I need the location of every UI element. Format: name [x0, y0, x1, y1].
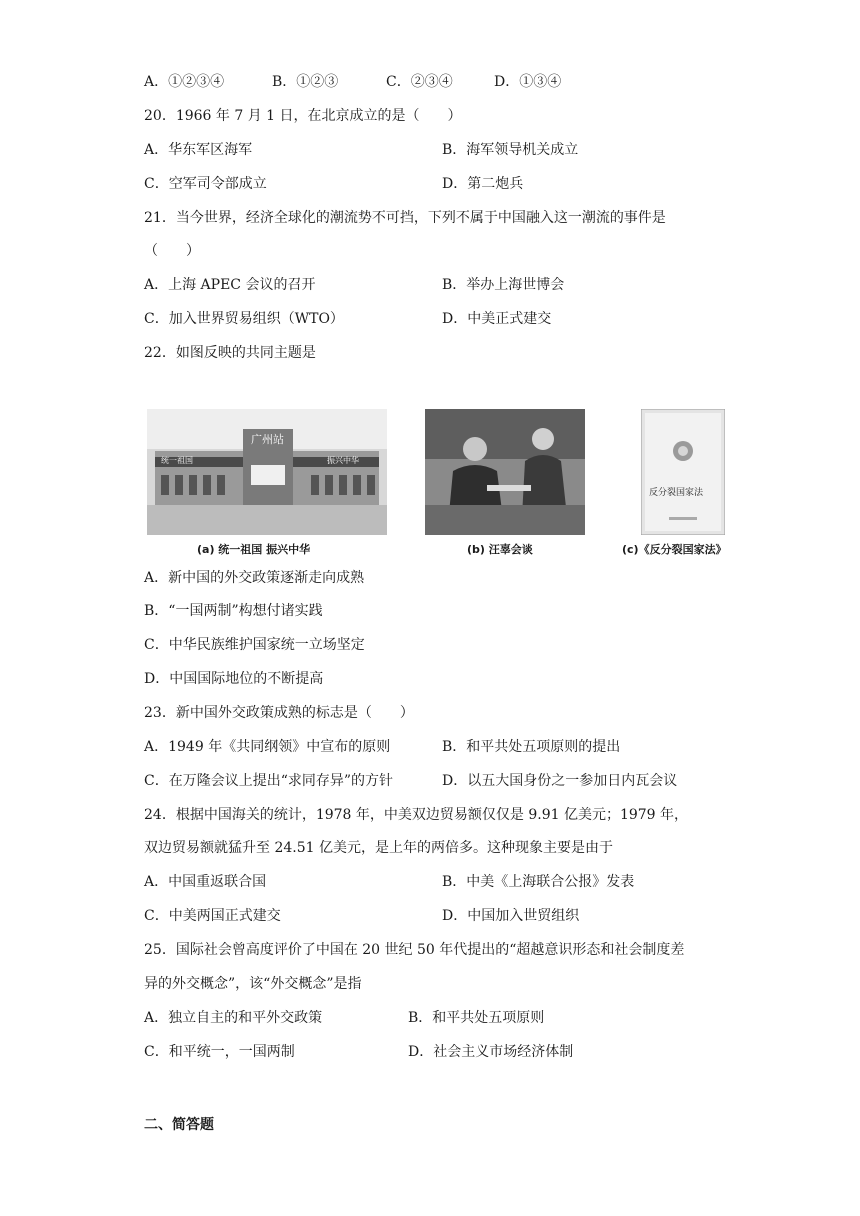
figure-c-law-book-cover: [641, 409, 725, 535]
q22-option-d: D．中国国际地位的不断提高: [144, 671, 324, 687]
q24-option-d: D．中国加入世贸组织: [442, 908, 580, 924]
q20-option-c: C．空军司令部成立: [144, 176, 267, 192]
figure-a-station-photo: [147, 409, 387, 535]
q20-option-d: D．第二炮兵: [442, 176, 524, 192]
q25-option-c: C．和平统一，一国两制: [144, 1044, 295, 1060]
figure-b-caption: (b) 汪辜会谈: [467, 543, 533, 556]
figure-c-book-title: 反分裂国家法: [649, 488, 704, 498]
q24-option-b: B．中美《上海联合公报》发表: [442, 874, 635, 890]
figure-a-sign-left: 统一祖国: [161, 456, 193, 465]
q22-option-c: C．中华民族维护国家统一立场坚定: [144, 637, 365, 653]
q23-option-d: D．以五大国身份之一参加日内瓦会议: [442, 773, 678, 789]
q22-stem: 22．如图反映的共同主题是: [144, 345, 316, 361]
q24-option-c: C．中美两国正式建交: [144, 908, 281, 924]
q25-option-b: B．和平共处五项原则: [408, 1010, 545, 1026]
section-heading-short-answer: 二、简答题: [144, 1117, 214, 1133]
figure-a-caption: (a) 统一祖国 振兴中华: [197, 543, 311, 556]
q22-option-a: A．新中国的外交政策逐渐走向成熟: [144, 570, 365, 586]
q25-stem-line1: 25．国际社会曾高度评价了中国在 20 世纪 50 年代提出的“超越意识形态和社会制度差: [144, 942, 685, 958]
q25-stem-line2: 异的外交概念”，该“外交概念”是指: [144, 976, 362, 992]
q19-option-b: B．①②③: [272, 74, 339, 90]
q20-stem: 20．1966 年 7 月 1 日，在北京成立的是（ ）: [144, 108, 462, 124]
q21-option-b: B．举办上海世博会: [442, 277, 565, 293]
figure-c-caption: (c)《反分裂国家法》: [622, 543, 727, 556]
q25-option-d: D．社会主义市场经济体制: [408, 1044, 574, 1060]
q23-option-a: A．1949 年《共同纲领》中宣布的原则: [144, 739, 391, 755]
q24-stem-line1: 24．根据中国海关的统计，1978 年，中美双边贸易额仅仅是 9.91 亿美元；1979 年，: [144, 807, 689, 823]
q21-option-c: C．加入世界贸易组织（WTO）: [144, 311, 344, 327]
q21-stem-line1: 21．当今世界，经济全球化的潮流势不可挡，下列不属于中国融入这一潮流的事件是: [144, 210, 666, 226]
q21-option-a: A．上海 APEC 会议的召开: [144, 277, 316, 293]
q19-option-d: D．①③④: [494, 74, 562, 90]
q23-stem: 23．新中国外交政策成熟的标志是（ ）: [144, 705, 414, 721]
q19-option-c: C．②③④: [386, 74, 453, 90]
q23-option-c: C．在万隆会议上提出“求同存异”的方针: [144, 773, 394, 789]
q25-option-a: A．独立自主的和平外交政策: [144, 1010, 323, 1026]
q24-stem-line2: 双边贸易额就猛升至 24.51 亿美元，是上年的两倍多。这种现象主要是由于: [144, 840, 613, 856]
q20-option-b: B．海军领导机关成立: [442, 142, 579, 158]
q19-option-a: A．①②③④: [144, 74, 225, 90]
figure-b-handshake-photo: [425, 409, 585, 535]
q22-option-b: B．“一国两制”构想付诸实践: [144, 603, 323, 619]
figure-a-sign-right: 振兴中华: [327, 456, 359, 465]
q21-stem-line2: （ ）: [144, 243, 200, 259]
q23-option-b: B．和平共处五项原则的提出: [442, 739, 621, 755]
q24-option-a: A．中国重返联合国: [144, 874, 267, 890]
q21-option-d: D．中美正式建交: [442, 311, 552, 327]
figure-a-sign-center: 广州站: [251, 433, 284, 446]
q20-option-a: A．华东军区海军: [144, 142, 253, 158]
